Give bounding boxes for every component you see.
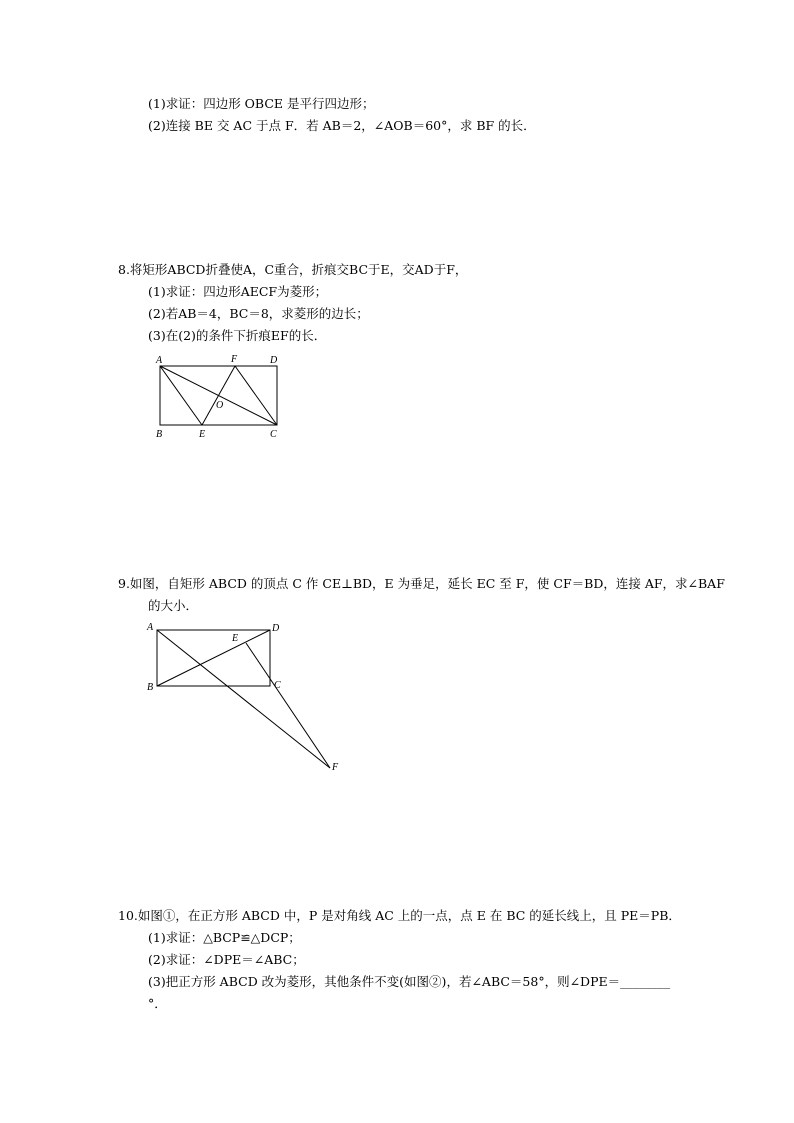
q8-part1: (1)求证：四边形AECF为菱形； [148, 284, 328, 299]
q9-label-f: F [332, 762, 339, 773]
q9-label-d: D [272, 623, 280, 634]
q8-label-f: F [231, 354, 238, 365]
q9-label-a: A [147, 622, 154, 633]
q9-stem-line2: 的大小． [148, 598, 199, 613]
q8-label-c: C [270, 429, 277, 440]
q9-stem-line1: 9.如图，自矩形 ABCD 的顶点 C 作 CE⊥BD，E 为垂足，延长 EC 至 F，使 CF＝BD，连接 AF，求∠BAF [118, 576, 725, 591]
q9-label-b: B [147, 682, 154, 693]
q9-label-e: E [232, 633, 239, 644]
q9-segment-af [157, 630, 330, 768]
q8-segment-fc [235, 366, 277, 425]
q7-part2: (2)连接 BE 交 AC 于点 F．若 AB＝2，∠AOB＝60°，求 BF 的长． [148, 118, 536, 133]
q8-label-a: A [156, 355, 163, 366]
q8-label-o: O [216, 400, 224, 411]
q9-segment-ef [246, 643, 330, 768]
q8-label-b: B [156, 429, 163, 440]
q7-part1: (1)求证：四边形 OBCE 是平行四边形； [148, 96, 375, 111]
q8-part2: (2)若AB＝4，BC＝8，求菱形的边长； [148, 306, 369, 321]
q8-stem: 8.将矩形ABCD折叠使A，C重合，折痕交BC于E，交AD于F， [118, 262, 468, 277]
q10-part2: (2)求证：∠DPE＝∠ABC； [148, 952, 305, 967]
q8-label-d: D [270, 355, 278, 366]
q8-figure [150, 350, 290, 445]
q8-fold-ef [202, 366, 235, 425]
q8-segment-ae [160, 366, 202, 425]
q9-figure [142, 618, 352, 778]
q10-part1: (1)求证：△BCP≌△DCP； [148, 930, 301, 945]
q8-label-e: E [199, 429, 206, 440]
q8-part3: (3)在(2)的条件下折痕EF的长． [148, 328, 327, 343]
q10-part3-line1: (3)把正方形 ABCD 改为菱形，其他条件不变(如图②)，若∠ABC＝58°，则∠DPE＝________ [148, 974, 671, 989]
q9-label-c: C [274, 680, 281, 691]
q10-part3-line2: °． [148, 996, 167, 1011]
q10-stem: 10.如图①，在正方形 ABCD 中，P 是对角线 AC 上的一点，点 E 在 BC 的延长线上，且 PE＝PB． [118, 908, 681, 923]
q9-diagonal-bd [157, 630, 270, 686]
